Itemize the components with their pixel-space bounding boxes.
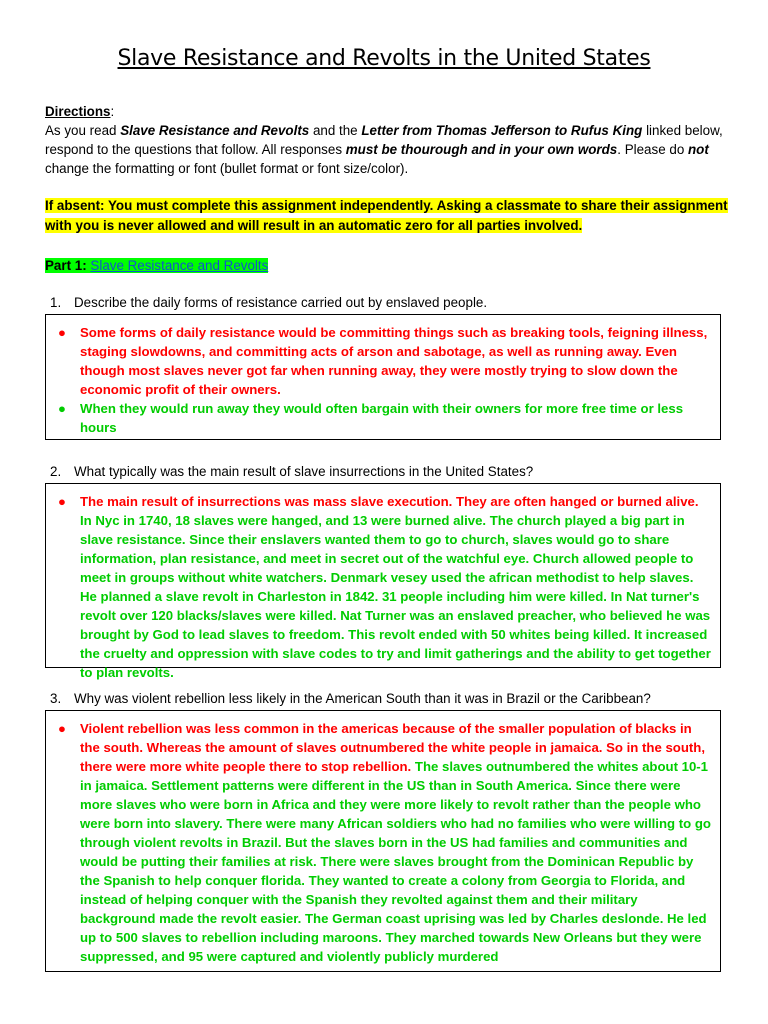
directions-text-2: and the [309, 123, 362, 138]
part1-label: Part 1: [45, 258, 91, 273]
directions-not: not [688, 142, 709, 157]
answer-text-green: In Nyc in 1740, 18 slaves were hanged, and 13 were burned alive. The church played a big part in slave resistance. Since their enslavers wanted them to go to church, slaves would go to share information, plan resistance, and meet in secret out of the watchful eye. Church allowed people to meet in groups without white watchers. Denmark vesey used the african methodist to help slaves. He planned a slave revolt in Charleston in 1842. 31 people including him were killed. In Nat turner's revolt over 120 blacks/slaves were killed. Nat Turner was an enslaved preacher, who believed he was brought by God to lead slaves to freedom. This revolt ended with 50 whites being killed. It increased the cruelty and oppression with slave codes to try and limit gatherings and the ability to get together to plan revolts. [80, 513, 711, 680]
question-number: 3. [50, 691, 62, 706]
absent-notice-text: If absent: You must complete this assignment independently. Asking a classmate to share their assignment with you is never allowed and will result in an automatic zero for all parties involved. [45, 198, 728, 233]
directions-emphasis: must be thourough and in your own words [345, 142, 618, 157]
answer-bullet [58, 492, 712, 682]
question-number: 2. [50, 464, 62, 479]
bullet-icon: ● [58, 494, 66, 509]
directions-colon: : [110, 104, 115, 119]
question-2 [50, 463, 533, 481]
bullet-icon: ● [58, 721, 66, 736]
answer-box-1[interactable] [45, 314, 721, 440]
question-number: 1. [50, 295, 62, 310]
answer-text-green: The slaves outnumbered the whites about 10-1 in jamaica. Settlement patterns were different in the US than in South America. Since there were more slaves who were born in Africa and they were more likely to revolt rather than the people who were born into slavery. There were many African soldiers who had no families who were willing to go through violent revolts in Brazil. But the slaves born in the US had families and communities and would be putting their families at risk. There were slaves brought from the Dominican Republic by the Spanish to help conquer florida. They wanted to create a colony from Georgia to Florida, and instead of helping conquer with the Spanish they revolted against them and their military background made the revolt easier. The German coast uprising was led by Charles deslonde. He led up to 500 slaves to rebellion including maroons. They marched towards New Orleans but they were suppressed, and 95 were captured and violently publicly murdered [80, 759, 711, 964]
answer-bullet [58, 399, 712, 437]
reading-title-2: Letter from Thomas Jefferson to Rufus King [361, 123, 643, 138]
directions-text-1: As you read [45, 123, 121, 138]
answer-box-3[interactable] [45, 710, 721, 972]
directions-text-5: change the formatting or font (bullet format or font size/color). [45, 161, 409, 176]
answer-text-green: When they would run away they would often bargain with their owners for more free time or less hours [80, 401, 684, 435]
directions-label: Directions [45, 104, 111, 119]
answer-text-red: Some forms of daily resistance would be committing things such as breaking tools, feigning illness, staging slowdowns, and committing acts of arson and sabotage, as well as running away. Even though most slaves never got far when running away, they were mostly trying to slow down the economic profit of their owners. [80, 325, 708, 397]
bullet-icon: ● [58, 401, 66, 416]
answer-bullet [58, 323, 712, 399]
page-title: Slave Resistance and Revolts in the United States [117, 46, 651, 71]
part1-heading [45, 256, 268, 276]
directions-block [45, 102, 735, 178]
directions-text-4: . Please do [617, 142, 688, 157]
question-text: Why was violent rebellion less likely in the American South than it was in Brazil or the Caribbean? [74, 691, 651, 706]
question-3 [50, 690, 651, 708]
question-1 [50, 294, 487, 312]
part1-link[interactable]: Slave Resistance and Revolts [90, 258, 269, 273]
answer-box-2[interactable] [45, 483, 721, 680]
reading-title-1: Slave Resistance and Revolts [120, 123, 310, 138]
bullet-icon: ● [58, 325, 66, 340]
directions-text-3: linked below, respond to the questions that follow. All responses [45, 123, 723, 157]
answer-bullet [58, 719, 712, 966]
answer-text-red: The main result of insurrections was mass slave execution. They are often hanged or burned alive. [80, 494, 699, 509]
question-text: What typically was the main result of slave insurrections in the United States? [74, 464, 534, 479]
answer-text-red: Violent rebellion was less common in the americas because of the smaller population of blacks in the south. Whereas the amount of slaves outnumbered the white people in jamaica. So in the south, there were more white people there to stop rebellion. [80, 721, 706, 774]
absent-notice [45, 196, 735, 236]
question-text: Describe the daily forms of resistance carried out by enslaved people. [74, 295, 488, 310]
